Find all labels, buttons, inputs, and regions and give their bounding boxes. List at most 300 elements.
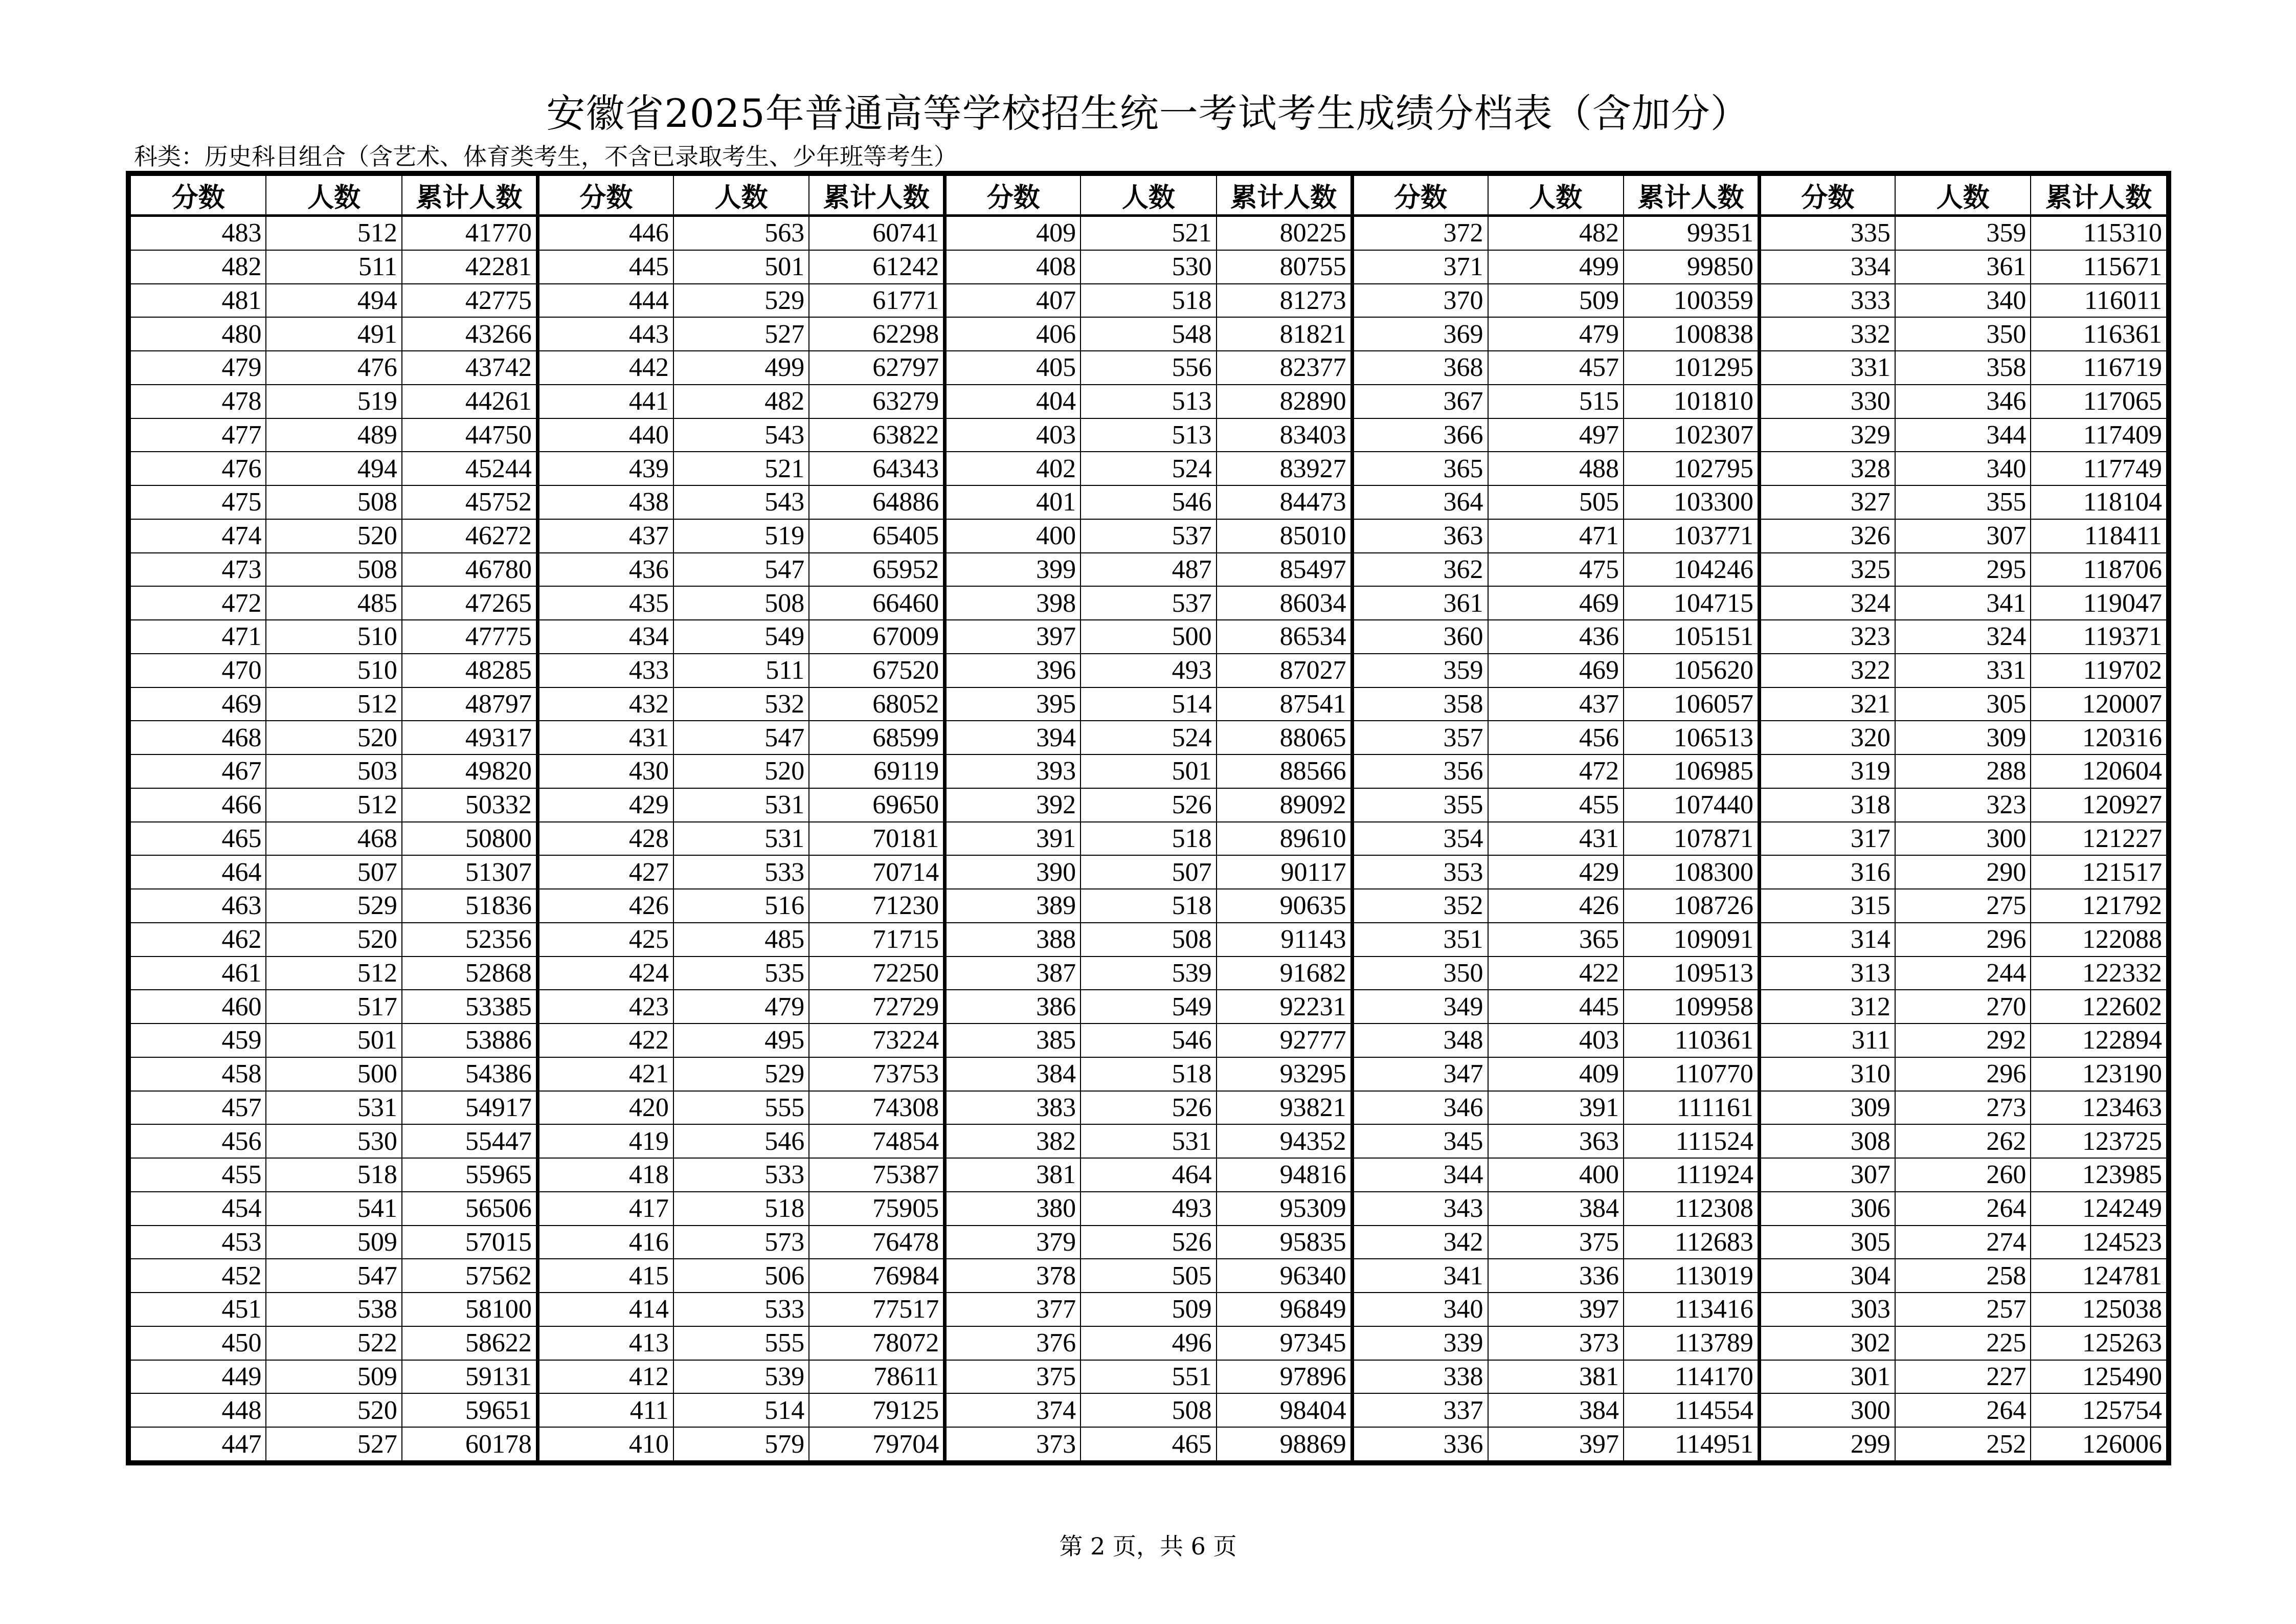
cell-cumulative: 125754 (2031, 1393, 2167, 1427)
cell-count: 456 (1488, 721, 1624, 754)
cell-score: 463 (130, 889, 266, 923)
cell-score: 449 (130, 1360, 266, 1394)
cell-cumulative: 54386 (402, 1057, 537, 1091)
cell-cumulative: 122088 (2031, 923, 2167, 956)
table-row (130, 620, 2167, 654)
cell-score: 403 (945, 418, 1081, 452)
cell-count: 579 (673, 1427, 809, 1461)
cell-score: 310 (1759, 1057, 1895, 1091)
cell-cumulative: 55965 (402, 1158, 537, 1192)
cell-score: 385 (945, 1024, 1081, 1057)
table-row (130, 1192, 2167, 1226)
cell-score: 327 (1759, 485, 1895, 519)
cell-score: 305 (1759, 1226, 1895, 1259)
cell-count: 543 (673, 485, 809, 519)
table-row (130, 1259, 2167, 1293)
cell-cumulative: 83927 (1217, 452, 1352, 485)
column-header-cumulative: 累计人数 (402, 175, 537, 216)
cell-count: 511 (673, 654, 809, 687)
cell-count: 518 (1081, 822, 1216, 856)
cell-count: 520 (266, 923, 401, 956)
cell-count: 437 (1488, 687, 1624, 721)
cell-cumulative: 51307 (402, 855, 537, 889)
cell-cumulative: 61771 (809, 284, 944, 318)
cell-score: 432 (537, 687, 673, 721)
column-header-count: 人数 (673, 175, 809, 216)
cell-score: 434 (537, 620, 673, 654)
cell-cumulative: 76984 (809, 1259, 944, 1293)
cell-cumulative: 82377 (1217, 351, 1352, 385)
column-header-count: 人数 (1895, 175, 2031, 216)
cell-cumulative: 66460 (809, 586, 944, 620)
cell-cumulative: 116011 (2031, 284, 2167, 318)
table-row (130, 519, 2167, 553)
cell-cumulative: 62797 (809, 351, 944, 385)
cell-score: 395 (945, 687, 1081, 721)
cell-count: 508 (1081, 923, 1216, 956)
cell-cumulative: 100838 (1624, 317, 1759, 351)
cell-cumulative: 122894 (2031, 1024, 2167, 1057)
cell-count: 522 (266, 1326, 401, 1360)
cell-score: 364 (1352, 485, 1488, 519)
cell-score: 454 (130, 1192, 266, 1226)
cell-score: 446 (537, 216, 673, 250)
cell-cumulative: 45752 (402, 485, 537, 519)
cell-score: 428 (537, 822, 673, 856)
cell-score: 312 (1759, 990, 1895, 1024)
cell-score: 366 (1352, 418, 1488, 452)
cell-score: 309 (1759, 1091, 1895, 1125)
cell-cumulative: 74308 (809, 1091, 944, 1125)
cell-score: 321 (1759, 687, 1895, 721)
cell-score: 402 (945, 452, 1081, 485)
cell-cumulative: 81273 (1217, 284, 1352, 318)
cell-cumulative: 93821 (1217, 1091, 1352, 1125)
cell-count: 494 (266, 452, 401, 485)
cell-count: 290 (1895, 855, 2031, 889)
cell-count: 475 (1488, 553, 1624, 587)
cell-score: 443 (537, 317, 673, 351)
cell-cumulative: 42281 (402, 250, 537, 284)
cell-score: 410 (537, 1427, 673, 1461)
table-row (130, 822, 2167, 856)
cell-score: 452 (130, 1259, 266, 1293)
cell-score: 345 (1352, 1124, 1488, 1158)
cell-count: 258 (1895, 1259, 2031, 1293)
cell-cumulative: 67520 (809, 654, 944, 687)
cell-count: 530 (266, 1124, 401, 1158)
cell-count: 341 (1895, 586, 2031, 620)
cell-count: 537 (1081, 586, 1216, 620)
table-row (130, 1360, 2167, 1394)
cell-count: 296 (1895, 1057, 2031, 1091)
cell-score: 353 (1352, 855, 1488, 889)
cell-count: 323 (1895, 788, 2031, 822)
cell-count: 511 (266, 250, 401, 284)
cell-score: 441 (537, 385, 673, 418)
cell-cumulative: 82890 (1217, 385, 1352, 418)
cell-cumulative: 89610 (1217, 822, 1352, 856)
column-header-cumulative: 累计人数 (1217, 175, 1352, 216)
cell-score: 437 (537, 519, 673, 553)
cell-cumulative: 74854 (809, 1124, 944, 1158)
cell-score: 318 (1759, 788, 1895, 822)
cell-score: 302 (1759, 1326, 1895, 1360)
cell-cumulative: 114554 (1624, 1393, 1759, 1427)
cell-count: 514 (1081, 687, 1216, 721)
cell-cumulative: 120604 (2031, 754, 2167, 788)
cell-cumulative: 107440 (1624, 788, 1759, 822)
cell-cumulative: 55447 (402, 1124, 537, 1158)
table-row (130, 788, 2167, 822)
cell-count: 309 (1895, 721, 2031, 754)
cell-cumulative: 49820 (402, 754, 537, 788)
cell-count: 340 (1895, 452, 2031, 485)
cell-score: 355 (1352, 788, 1488, 822)
cell-count: 501 (266, 1024, 401, 1057)
cell-cumulative: 126006 (2031, 1427, 2167, 1461)
cell-count: 436 (1488, 620, 1624, 654)
cell-count: 527 (673, 317, 809, 351)
cell-score: 460 (130, 990, 266, 1024)
cell-cumulative: 45244 (402, 452, 537, 485)
cell-score: 430 (537, 754, 673, 788)
cell-cumulative: 124523 (2031, 1226, 2167, 1259)
cell-score: 336 (1352, 1427, 1488, 1461)
cell-score: 356 (1352, 754, 1488, 788)
cell-score: 352 (1352, 889, 1488, 923)
cell-count: 479 (1488, 317, 1624, 351)
cell-cumulative: 57562 (402, 1259, 537, 1293)
cell-cumulative: 72729 (809, 990, 944, 1024)
cell-count: 346 (1895, 385, 2031, 418)
cell-cumulative: 71715 (809, 923, 944, 956)
table-row (130, 889, 2167, 923)
cell-score: 457 (130, 1091, 266, 1125)
cell-cumulative: 70714 (809, 855, 944, 889)
cell-cumulative: 113019 (1624, 1259, 1759, 1293)
cell-count: 500 (266, 1057, 401, 1091)
column-header-cumulative: 累计人数 (2031, 175, 2167, 216)
cell-cumulative: 122602 (2031, 990, 2167, 1024)
cell-cumulative: 105151 (1624, 620, 1759, 654)
cell-cumulative: 64343 (809, 452, 944, 485)
cell-score: 473 (130, 553, 266, 587)
cell-score: 414 (537, 1293, 673, 1326)
cell-count: 531 (673, 822, 809, 856)
cell-score: 384 (945, 1057, 1081, 1091)
cell-cumulative: 75387 (809, 1158, 944, 1192)
cell-score: 374 (945, 1393, 1081, 1427)
cell-score: 360 (1352, 620, 1488, 654)
cell-cumulative: 87027 (1217, 654, 1352, 687)
cell-count: 529 (673, 284, 809, 318)
cell-count: 363 (1488, 1124, 1624, 1158)
cell-cumulative: 119702 (2031, 654, 2167, 687)
cell-cumulative: 116719 (2031, 351, 2167, 385)
cell-cumulative: 53886 (402, 1024, 537, 1057)
cell-count: 503 (266, 754, 401, 788)
cell-score: 465 (130, 822, 266, 856)
cell-count: 409 (1488, 1057, 1624, 1091)
cell-score: 373 (945, 1427, 1081, 1461)
table-row (130, 1124, 2167, 1158)
cell-cumulative: 75905 (809, 1192, 944, 1226)
cell-count: 296 (1895, 923, 2031, 956)
cell-cumulative: 68599 (809, 721, 944, 754)
table-row (130, 351, 2167, 385)
score-distribution-table-frame (126, 171, 2171, 1465)
cell-count: 252 (1895, 1427, 2031, 1461)
cell-cumulative: 99850 (1624, 250, 1759, 284)
cell-cumulative: 58100 (402, 1293, 537, 1326)
cell-cumulative: 51836 (402, 889, 537, 923)
cell-cumulative: 119371 (2031, 620, 2167, 654)
cell-score: 306 (1759, 1192, 1895, 1226)
table-row (130, 1393, 2167, 1427)
cell-count: 520 (266, 1393, 401, 1427)
cell-score: 357 (1352, 721, 1488, 754)
cell-cumulative: 94352 (1217, 1124, 1352, 1158)
cell-cumulative: 85497 (1217, 553, 1352, 587)
cell-count: 244 (1895, 956, 2031, 990)
table-row (130, 1427, 2167, 1461)
cell-count: 500 (1081, 620, 1216, 654)
cell-cumulative: 57015 (402, 1226, 537, 1259)
cell-count: 270 (1895, 990, 2031, 1024)
cell-cumulative: 116361 (2031, 317, 2167, 351)
cell-score: 475 (130, 485, 266, 519)
cell-count: 403 (1488, 1024, 1624, 1057)
cell-count: 546 (1081, 485, 1216, 519)
cell-cumulative: 71230 (809, 889, 944, 923)
cell-count: 543 (673, 418, 809, 452)
cell-cumulative: 111524 (1624, 1124, 1759, 1158)
cell-cumulative: 62298 (809, 317, 944, 351)
cell-score: 477 (130, 418, 266, 452)
cell-cumulative: 93295 (1217, 1057, 1352, 1091)
category-subtitle: 科类：历史科目组合（含艺术、体育类考生，不含已录取考生、少年班等考生） (134, 143, 957, 170)
cell-score: 307 (1759, 1158, 1895, 1192)
cell-count: 539 (1081, 956, 1216, 990)
cell-count: 384 (1488, 1192, 1624, 1226)
cell-cumulative: 69650 (809, 788, 944, 822)
cell-count: 526 (1081, 788, 1216, 822)
cell-cumulative: 63822 (809, 418, 944, 452)
cell-count: 546 (1081, 1024, 1216, 1057)
cell-cumulative: 115310 (2031, 216, 2167, 250)
cell-cumulative: 123463 (2031, 1091, 2167, 1125)
table-row (130, 855, 2167, 889)
cell-score: 324 (1759, 586, 1895, 620)
cell-cumulative: 58622 (402, 1326, 537, 1360)
cell-score: 341 (1352, 1259, 1488, 1293)
cell-cumulative: 64886 (809, 485, 944, 519)
cell-cumulative: 100359 (1624, 284, 1759, 318)
cell-cumulative: 96849 (1217, 1293, 1352, 1326)
cell-score: 391 (945, 822, 1081, 856)
cell-cumulative: 79125 (809, 1393, 944, 1427)
cell-cumulative: 113416 (1624, 1293, 1759, 1326)
cell-count: 547 (266, 1259, 401, 1293)
cell-score: 412 (537, 1360, 673, 1394)
cell-score: 407 (945, 284, 1081, 318)
cell-count: 547 (673, 721, 809, 754)
cell-score: 339 (1352, 1326, 1488, 1360)
cell-count: 505 (1081, 1259, 1216, 1293)
cell-count: 479 (673, 990, 809, 1024)
cell-cumulative: 76478 (809, 1226, 944, 1259)
table-row (130, 1091, 2167, 1125)
cell-cumulative: 110361 (1624, 1024, 1759, 1057)
cell-score: 346 (1352, 1091, 1488, 1125)
cell-count: 275 (1895, 889, 2031, 923)
cell-cumulative: 96340 (1217, 1259, 1352, 1293)
table-row (130, 418, 2167, 452)
cell-count: 512 (266, 687, 401, 721)
cell-score: 319 (1759, 754, 1895, 788)
cell-score: 456 (130, 1124, 266, 1158)
cell-count: 509 (266, 1226, 401, 1259)
cell-count: 517 (266, 990, 401, 1024)
cell-cumulative: 44261 (402, 385, 537, 418)
cell-cumulative: 78072 (809, 1326, 944, 1360)
cell-cumulative: 79704 (809, 1427, 944, 1461)
table-row (130, 1293, 2167, 1326)
cell-count: 548 (1081, 317, 1216, 351)
cell-count: 533 (673, 855, 809, 889)
cell-score: 317 (1759, 822, 1895, 856)
cell-score: 381 (945, 1158, 1081, 1192)
table-row (130, 956, 2167, 990)
cell-score: 329 (1759, 418, 1895, 452)
cell-score: 442 (537, 351, 673, 385)
cell-count: 524 (1081, 452, 1216, 485)
table-row (130, 317, 2167, 351)
cell-score: 397 (945, 620, 1081, 654)
cell-count: 518 (1081, 1057, 1216, 1091)
cell-score: 448 (130, 1393, 266, 1427)
table-row (130, 553, 2167, 587)
cell-score: 425 (537, 923, 673, 956)
cell-count: 547 (673, 553, 809, 587)
cell-cumulative: 113789 (1624, 1326, 1759, 1360)
cell-cumulative: 70181 (809, 822, 944, 856)
cell-score: 303 (1759, 1293, 1895, 1326)
cell-cumulative: 68052 (809, 687, 944, 721)
cell-count: 471 (1488, 519, 1624, 553)
cell-count: 496 (1081, 1326, 1216, 1360)
cell-count: 510 (266, 654, 401, 687)
cell-count: 468 (266, 822, 401, 856)
cell-count: 516 (673, 889, 809, 923)
column-header-cumulative: 累计人数 (809, 175, 944, 216)
cell-score: 421 (537, 1057, 673, 1091)
cell-count: 491 (266, 317, 401, 351)
cell-count: 264 (1895, 1192, 2031, 1226)
cell-score: 349 (1352, 990, 1488, 1024)
table-row (130, 1057, 2167, 1091)
cell-count: 497 (1488, 418, 1624, 452)
cell-count: 520 (673, 754, 809, 788)
cell-count: 529 (673, 1057, 809, 1091)
cell-score: 423 (537, 990, 673, 1024)
cell-count: 499 (673, 351, 809, 385)
cell-cumulative: 69119 (809, 754, 944, 788)
cell-score: 433 (537, 654, 673, 687)
cell-score: 372 (1352, 216, 1488, 250)
cell-count: 397 (1488, 1427, 1624, 1461)
cell-count: 520 (266, 519, 401, 553)
table-row (130, 1326, 2167, 1360)
cell-score: 325 (1759, 553, 1895, 587)
cell-cumulative: 125038 (2031, 1293, 2167, 1326)
cell-cumulative: 119047 (2031, 586, 2167, 620)
cell-score: 439 (537, 452, 673, 485)
cell-count: 505 (1488, 485, 1624, 519)
cell-count: 264 (1895, 1393, 2031, 1427)
cell-cumulative: 111924 (1624, 1158, 1759, 1192)
cell-count: 469 (1488, 586, 1624, 620)
cell-cumulative: 105620 (1624, 654, 1759, 687)
cell-count: 526 (1081, 1226, 1216, 1259)
cell-count: 507 (266, 855, 401, 889)
cell-score: 326 (1759, 519, 1895, 553)
cell-cumulative: 103771 (1624, 519, 1759, 553)
cell-count: 465 (1081, 1427, 1216, 1461)
cell-count: 549 (673, 620, 809, 654)
cell-cumulative: 101810 (1624, 385, 1759, 418)
cell-cumulative: 104246 (1624, 553, 1759, 587)
cell-count: 489 (266, 418, 401, 452)
cell-score: 396 (945, 654, 1081, 687)
cell-count: 487 (1081, 553, 1216, 587)
cell-cumulative: 106057 (1624, 687, 1759, 721)
cell-cumulative: 109091 (1624, 923, 1759, 956)
cell-cumulative: 80755 (1217, 250, 1352, 284)
cell-cumulative: 81821 (1217, 317, 1352, 351)
cell-score: 343 (1352, 1192, 1488, 1226)
cell-cumulative: 52356 (402, 923, 537, 956)
cell-score: 426 (537, 889, 673, 923)
cell-count: 506 (673, 1259, 809, 1293)
cell-cumulative: 95835 (1217, 1226, 1352, 1259)
cell-cumulative: 49317 (402, 721, 537, 754)
table-row (130, 923, 2167, 956)
cell-score: 468 (130, 721, 266, 754)
cell-score: 323 (1759, 620, 1895, 654)
cell-cumulative: 102307 (1624, 418, 1759, 452)
cell-score: 478 (130, 385, 266, 418)
cell-score: 455 (130, 1158, 266, 1192)
cell-cumulative: 125263 (2031, 1326, 2167, 1360)
cell-cumulative: 124781 (2031, 1259, 2167, 1293)
cell-count: 515 (1488, 385, 1624, 418)
cell-count: 531 (1081, 1124, 1216, 1158)
cell-cumulative: 59131 (402, 1360, 537, 1394)
cell-score: 408 (945, 250, 1081, 284)
cell-score: 301 (1759, 1360, 1895, 1394)
cell-cumulative: 117749 (2031, 452, 2167, 485)
cell-score: 362 (1352, 553, 1488, 587)
cell-count: 509 (1488, 284, 1624, 318)
cell-count: 501 (673, 250, 809, 284)
cell-count: 563 (673, 216, 809, 250)
cell-cumulative: 103300 (1624, 485, 1759, 519)
cell-score: 482 (130, 250, 266, 284)
cell-score: 322 (1759, 654, 1895, 687)
cell-count: 373 (1488, 1326, 1624, 1360)
